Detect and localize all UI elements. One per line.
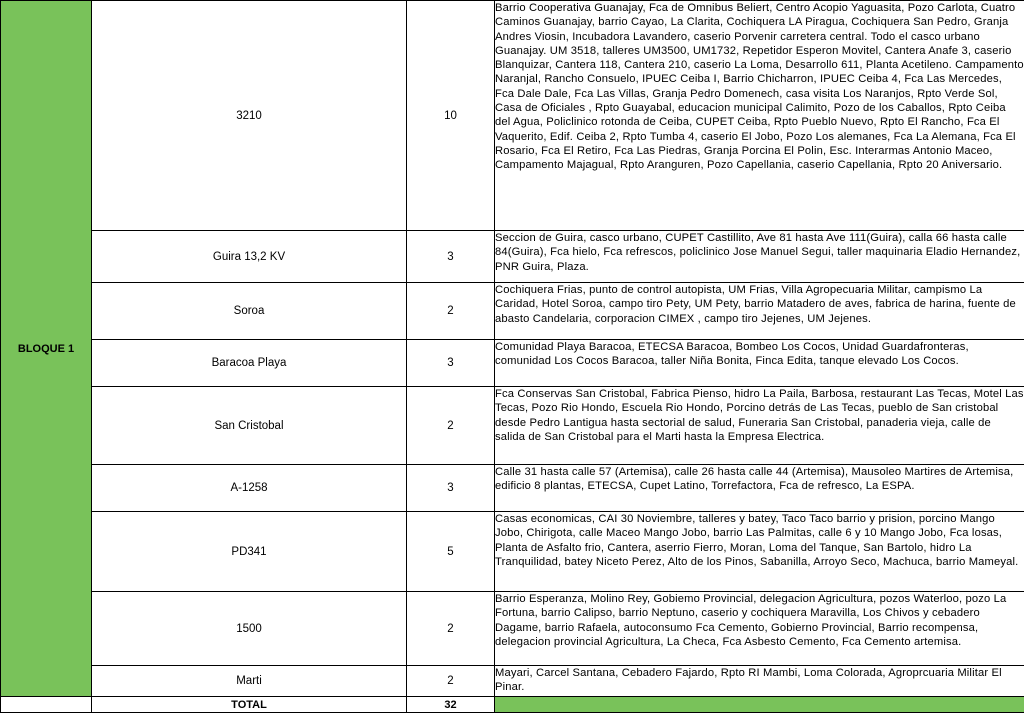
circuit-count: 3 xyxy=(407,465,495,512)
total-value: 32 xyxy=(407,697,495,713)
table-row xyxy=(1,231,1024,283)
circuit-areas: Barrio Esperanza, Molino Rey, Gobiemo Provincial, delegacion Agricultura, pozos Waterloo, pozo La Fortuna, barrio Calipso, barrio Neptuno, caserio y cochiquera Maravilla, Los Chivos y cebadero Dagame, barrio Rafaela, autoconsumo Fca Cemento, Gobierno Provincial, Barrio recompensa, delegacion provincial Agricultura, La Checa, Fca Asbesto Cemento, Fca Cemento artemisa. xyxy=(495,592,1024,666)
circuit-areas: Calle 31 hasta calle 57 (Artemisa), calle 26 hasta calle 44 (Artemisa), Mausoleo Martires de Artemisa, edificio 8 plantas, ETECSA, Cupet Latino, Torrefactora, Fca de refresco, La ESPA. xyxy=(495,465,1024,512)
circuit-name: 3210 xyxy=(92,1,407,231)
total-fill-cell xyxy=(495,697,1024,713)
circuit-name: Baracoa Playa xyxy=(92,340,407,387)
circuit-count: 2 xyxy=(407,666,495,697)
block-label-cell xyxy=(1,1,92,697)
circuit-count: 5 xyxy=(407,512,495,592)
total-blank-cell xyxy=(1,697,92,713)
table-row xyxy=(1,512,1024,592)
circuit-areas: Casas economicas, CAI 30 Noviembre, talleres y batey, Taco Taco barrio y prision, porcino Mango Jobo, Chirigota, calle Maceo Mango Jobo, barrio Las Palmitas, calle 6 y 10 Mango Jobo, Fca losas, Planta de Asfalto frio, Cantera, aserrio Fierro, Moran, Loma del Tanque, San Bartolo, hidro La Tranquilidad, batey Niceto Perez, Alto de los Pinos, Sabanilla, Arroyo Seco, Machuca, barrio Mameyal. xyxy=(495,512,1024,592)
table-row xyxy=(1,666,1024,697)
total-label: TOTAL xyxy=(92,697,407,713)
total-row xyxy=(1,697,1024,713)
table-row xyxy=(1,592,1024,666)
circuit-areas: Barrio Cooperativa Guanajay, Fca de Omnibus Beliert, Centro Acopio Yaguasita, Pozo Carlota, Cuatro Caminos Guanajay, barrio Cayao, La Clarita, Cochiquera LA Piragua, Cochiquera San Pedro, Granja Andres Viosin, Incubadora Lavandero, caserio Porvenir carretera central. Todo el casco urbano Guanajay. UM 3518, talleres UM3500, UM1732, Repetidor Esperon Movitel, Cantera Anafe 3, caserio Blanquizar, Cantera 118, Cantera 210, caserio La Loma, Desarrollo 611, Planta Acetileno. Campamento Naranjal, Rancho Consuelo, IPUEC Ceiba I, Barrio Chicharron, IPUEC Ceiba 4, Fca Las Mercedes, Fca Dale Dale, Fca Las Villas, Granja Pedro Domenech, casa visita Los Naranjos, Rpto Verde Sol, Casa de Oficiales , Rpto Guayabal, educacion municipal Calimito, Pozo de los Caballos, Rpto Ceiba del Agua, Policlinico rotonda de Ceiba, CUPET Ceiba, Rpto Pueblo Nuevo, Rpto El Rancho, Fca El Vaquerito, Edif. Ceiba 2, Rpto Tumba 4, caserio El Jobo, Pozo Los alemanes, Fca La Alemana, Fca El Rosario, Fca El Retiro, Fca Las Piedras, Granja Porcina El Polin, Esc. Interarmas Antonio Maceo, Campamento Majagual, Rpto Aranguren, Pozo Capellania, caserio Capellania, Rpto 20 Aniversario. xyxy=(495,1,1024,231)
circuit-count: 2 xyxy=(407,283,495,340)
circuit-areas: Cochiquera Frias, punto de control autopista, UM Frias, Villa Agropecuaria Militar, campismo La Caridad, Hotel Soroa, campo tiro Pety, UM Pety, barrio Matadero de aves, fabrica de harina, fuente de abasto Candelaria, corporacion CIMEX , campo tiro Jejenes, UM Jejenes. xyxy=(495,283,1024,340)
table-row xyxy=(1,340,1024,387)
circuit-name: Marti xyxy=(92,666,407,697)
circuit-areas: Mayari, Carcel Santana, Cebadero Fajardo, Rpto RI Mambi, Loma Colorada, Agroprcuaria Militar El Pinar. xyxy=(495,666,1024,697)
circuit-areas: Seccion de Guira, casco urbano, CUPET Castillito, Ave 81 hasta Ave 111(Guira), calla 66 hasta calle 84(Guira), Fca hielo, Fca refrescos, policlinico Jose Manuel Segui, taller maquinaria Eladio Hernandez, PNR Guira, Plaza. xyxy=(495,231,1024,283)
circuit-count: 3 xyxy=(407,231,495,283)
circuit-name: San Cristobal xyxy=(92,387,407,465)
table-row xyxy=(1,1,1024,231)
table-row xyxy=(1,465,1024,512)
circuit-count: 2 xyxy=(407,592,495,666)
circuit-areas: Fca Conservas San Cristobal, Fabrica Pienso, hidro La Paila, Barbosa, restaurant Las Tecas, Motel Las Tecas, Pozo Rio Hondo, Escuela Rio Hondo, Porcino detrás de Las Tecas, pueblo de San cristobal desde Pedro Lantigua hasta sectorial de salud, Funeraria San Cristobal, panaderia vieja, calle de salida de San Cristobal para el Marti hasta la Empresa Electrica. xyxy=(495,387,1024,465)
block-label: BLOQUE 1 xyxy=(18,343,74,355)
circuit-count: 2 xyxy=(407,387,495,465)
circuit-count: 3 xyxy=(407,340,495,387)
circuit-name: A-1258 xyxy=(92,465,407,512)
circuit-areas: Comunidad Playa Baracoa, ETECSA Baracoa, Bombeo Los Cocos, Unidad Guardafronteras, comunidad Los Cocos Baracoa, taller Niña Bonita, Finca Edita, tanque elevado Los Cocos. xyxy=(495,340,1024,387)
circuit-count: 10 xyxy=(407,1,495,231)
table-row xyxy=(1,283,1024,340)
circuit-name: Guira 13,2 KV xyxy=(92,231,407,283)
circuit-name: PD341 xyxy=(92,512,407,592)
circuit-name: Soroa xyxy=(92,283,407,340)
table-row xyxy=(1,387,1024,465)
circuit-name: 1500 xyxy=(92,592,407,666)
